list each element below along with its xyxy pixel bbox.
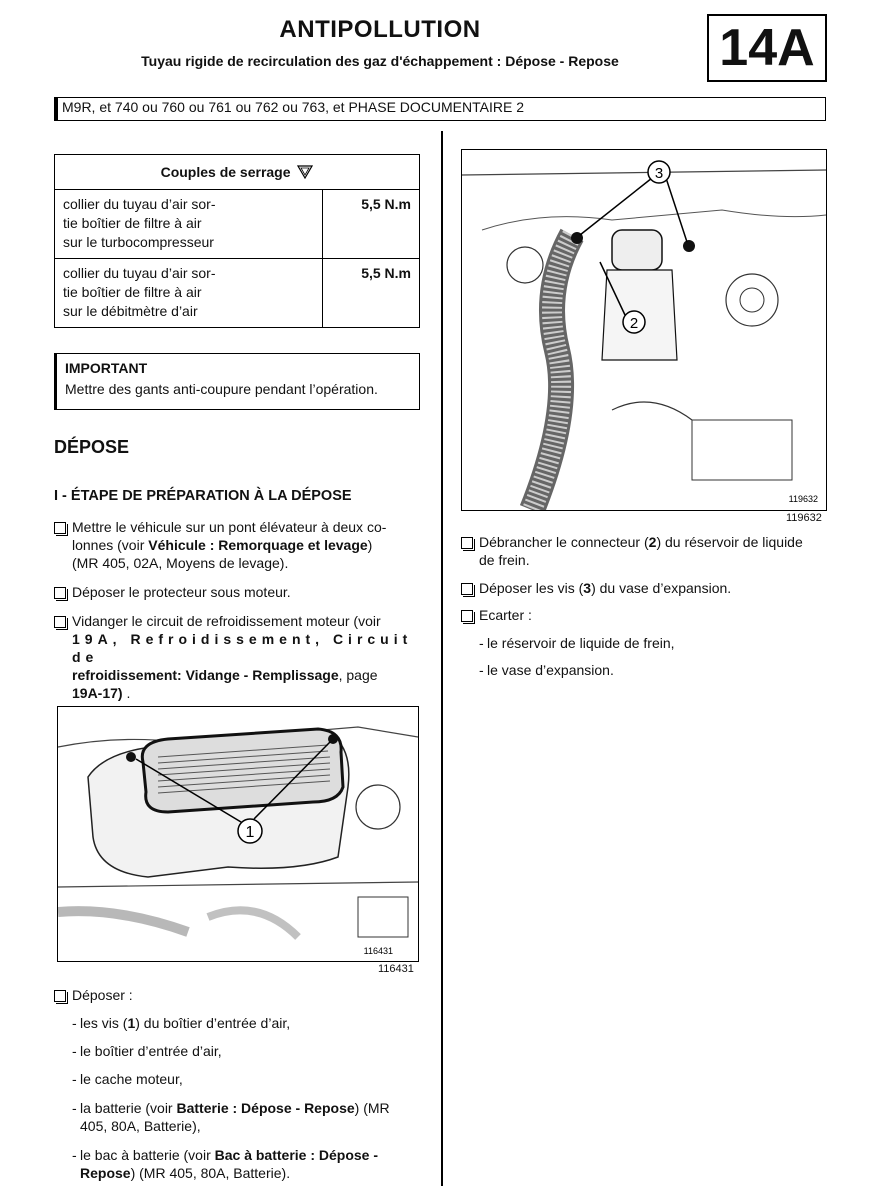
table-row: collier du tuyau d’air sor- tie boîtier de filtre à air sur le débitmètre d’air 5,5 N.m bbox=[55, 259, 420, 328]
torque-table bbox=[54, 154, 420, 328]
figure-number: 119632 bbox=[786, 512, 822, 524]
list-item: Ecarter : bbox=[479, 607, 532, 623]
checkbox-bullet-icon bbox=[54, 587, 66, 599]
sub-item: les vis (1) du boîtier d’entrée d’air, bbox=[80, 1015, 291, 1031]
column-divider bbox=[441, 131, 443, 1186]
important-text: Mettre des gants anti-coupure pendant l’opération. bbox=[65, 381, 378, 397]
figure2-callout-2: 2 bbox=[629, 315, 639, 332]
list-item: Mettre le véhicule sur un pont élévateur à deux co- lonnes (voir Véhicule : Remorquage et levage) (MR 405, 02A, Moyens de levage). bbox=[72, 519, 387, 571]
sub-item-dash: - bbox=[72, 1071, 77, 1087]
figure2-callout-3: 3 bbox=[654, 165, 664, 182]
torque-value: 5,5 N.m bbox=[323, 190, 420, 259]
sub-item-dash: - bbox=[72, 1147, 77, 1163]
sub-item: le réservoir de liquide de frein, bbox=[487, 635, 675, 651]
sub-item: le vase d’expansion. bbox=[487, 662, 614, 678]
sub-item: le bac à batterie (voir Bac à batterie : Dépose - Repose) (MR 405, 80A, Batterie). bbox=[80, 1147, 379, 1181]
important-heading: IMPORTANT bbox=[65, 360, 148, 376]
section-heading: DÉPOSE bbox=[54, 437, 130, 457]
checkbox-bullet-icon bbox=[461, 583, 473, 595]
figure-expansion-tank bbox=[461, 149, 827, 511]
figure1-number-inner: 116431 bbox=[363, 946, 393, 956]
checkbox-bullet-icon bbox=[54, 616, 66, 628]
engine-cover-illustration bbox=[58, 707, 418, 961]
torque-triangle-icon bbox=[297, 165, 313, 179]
list-item: Déposer les vis (3) du vase d’expansion. bbox=[479, 580, 732, 596]
figure2-number-inner: 119632 bbox=[788, 494, 818, 504]
applicability-bar: M9R, et 740 ou 760 ou 761 ou 762 ou 763, et PHASE DOCUMENTAIRE 2 bbox=[54, 97, 826, 121]
sub-item-dash: - bbox=[479, 635, 484, 651]
checkbox-bullet-icon bbox=[54, 522, 66, 534]
torque-table-header: Couples de serrage bbox=[55, 155, 420, 190]
page-subtitle: Tuyau rigide de recirculation des gaz d'échappement : Dépose - Repose bbox=[141, 53, 619, 69]
figure-engine-cover bbox=[57, 706, 419, 962]
sub-item: le cache moteur, bbox=[80, 1071, 183, 1087]
expansion-tank-illustration bbox=[462, 150, 826, 510]
torque-value: 5,5 N.m bbox=[323, 259, 420, 328]
step-heading: I - ÉTAPE DE PRÉPARATION À LA DÉPOSE bbox=[54, 488, 352, 504]
list-item: Vidanger le circuit de refroidissement moteur (voir 19A, Refroidissement, Circuit de refroidissement: Vidange - Remplissage, page 19A-17) . bbox=[72, 613, 413, 701]
figure-number: 116431 bbox=[378, 963, 414, 975]
checkbox-bullet-icon bbox=[461, 537, 473, 549]
checkbox-bullet-icon bbox=[54, 990, 66, 1002]
list-item: Déposer le protecteur sous moteur. bbox=[72, 584, 291, 600]
sub-item-dash: - bbox=[72, 1100, 77, 1116]
list-item: Déposer : bbox=[72, 987, 133, 1003]
figure1-callout: 1 bbox=[245, 824, 255, 841]
sub-item: le boîtier d’entrée d’air, bbox=[80, 1043, 222, 1059]
important-box bbox=[54, 353, 420, 410]
sub-item: - bbox=[72, 1015, 77, 1031]
page-title: ANTIPOLLUTION bbox=[279, 16, 481, 43]
sub-item-dash: - bbox=[72, 1043, 77, 1059]
checkbox-bullet-icon bbox=[461, 610, 473, 622]
sub-item: la batterie (voir Batterie : Dépose - Repose) (MR 405, 80A, Batterie), bbox=[80, 1100, 390, 1134]
list-item: Débrancher le connecteur (2) du réservoir de liquide de frein. bbox=[479, 534, 803, 568]
chapter-code: 14A bbox=[707, 14, 827, 82]
table-row: collier du tuyau d’air sor- tie boîtier de filtre à air sur le turbocompresseur 5,5 N.m bbox=[55, 190, 420, 259]
sub-item-dash: - bbox=[479, 662, 484, 678]
